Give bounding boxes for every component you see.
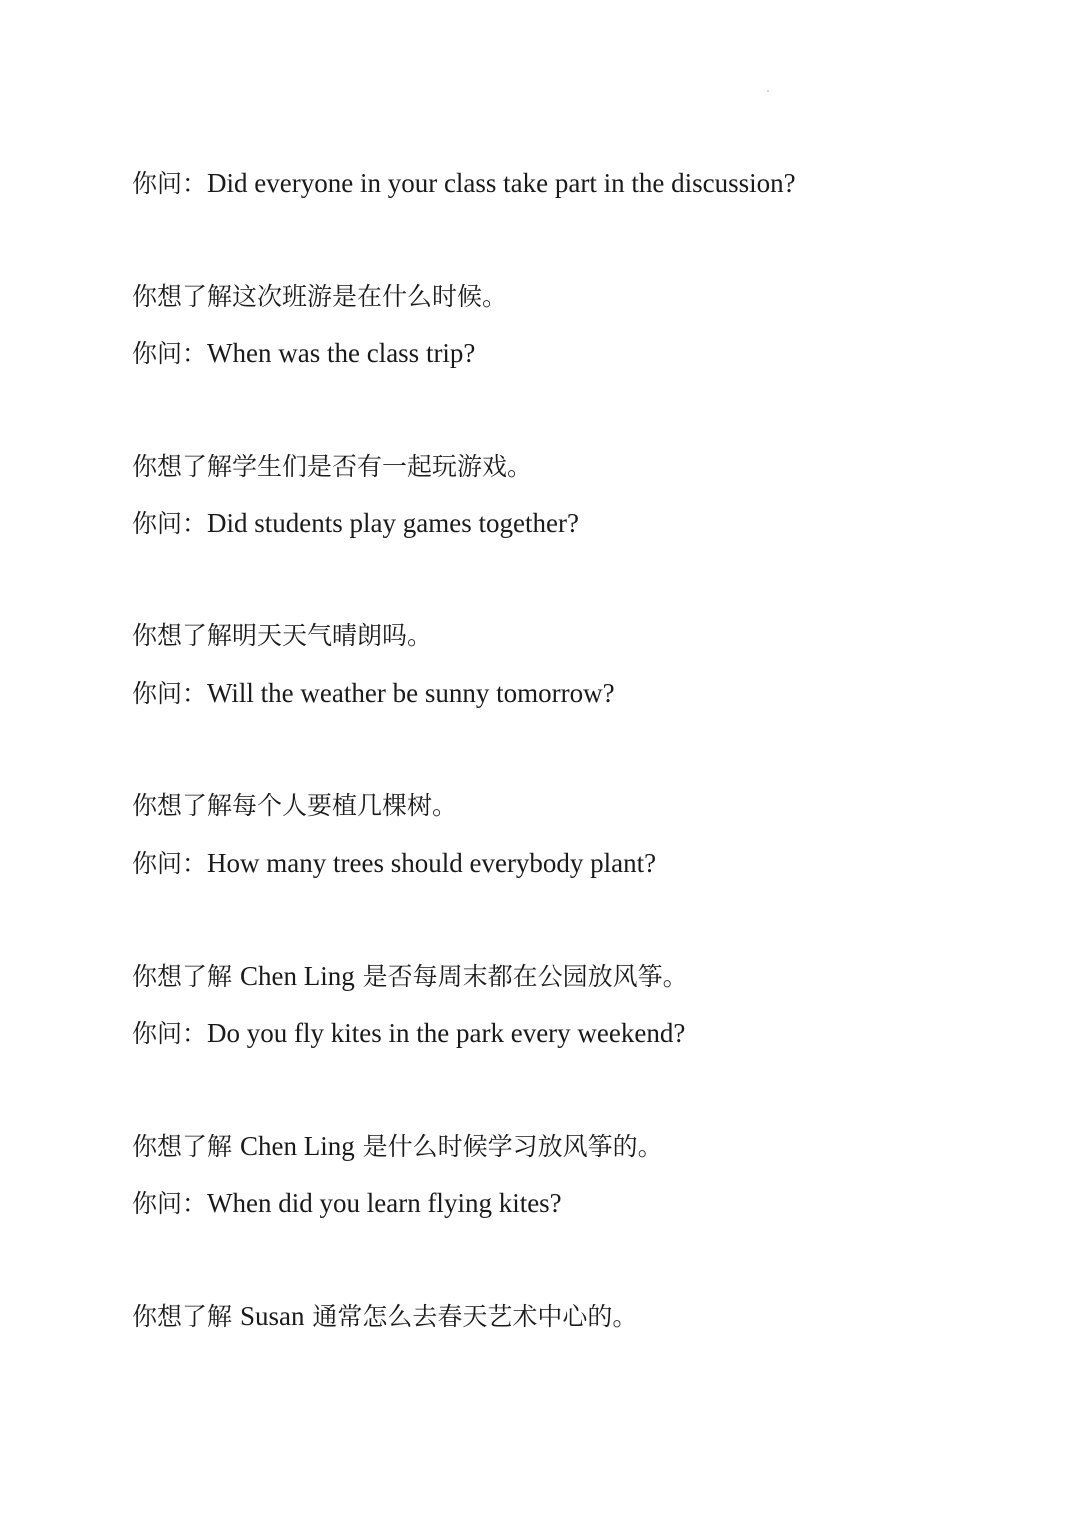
answer-line (132, 1016, 685, 1051)
answer-line (132, 506, 579, 541)
answer-text: When was the class trip? (207, 338, 476, 368)
answer-text: How many trees should everybody plant? (207, 848, 657, 878)
answer-text: Will the weather be sunny tomorrow? (207, 678, 615, 708)
answer-prefix: 你问： (132, 679, 208, 708)
prompt-line (132, 959, 688, 994)
prompt-suffix: 是否每周末都在公园放风筝。 (354, 962, 688, 991)
prompt-line (132, 1129, 663, 1164)
answer-line (132, 676, 615, 711)
answer-text: When did you learn flying kites? (207, 1188, 562, 1218)
prompt-text: 你想了解这次班游是在什么时候。 (132, 282, 508, 311)
answer-prefix: 你问： (132, 1019, 208, 1048)
prompt-line (132, 280, 507, 314)
prompt-text: 你想了解每个人要植几棵树。 (132, 791, 458, 820)
prompt-suffix: 通常怎么去春天艺术中心的。 (304, 1302, 638, 1331)
answer-prefix: 你问： (132, 509, 208, 538)
answer-line (132, 1186, 562, 1221)
answer-text: Do you fly kites in the park every weekend? (207, 1018, 686, 1048)
prompt-name: Chen Ling (239, 961, 355, 991)
prompt-name: Chen Ling (239, 1131, 355, 1161)
scan-speck (767, 90, 769, 92)
prompt-text: 你想了解学生们是否有一起玩游戏。 (132, 452, 533, 481)
prompt-line (132, 619, 432, 653)
prompt-line (132, 1299, 637, 1334)
answer-line (132, 846, 656, 881)
prompt-prefix: 你想了解 (132, 962, 240, 991)
prompt-prefix: 你想了解 (132, 1132, 240, 1161)
answer-line (132, 336, 475, 371)
answer-prefix: 你问： (132, 339, 208, 368)
answer-prefix: 你问： (132, 849, 208, 878)
prompt-line (132, 450, 532, 484)
answer-text: Did everyone in your class take part in the discussion? (207, 168, 796, 198)
prompt-prefix: 你想了解 (132, 1302, 240, 1331)
prompt-text: 你想了解明天天气晴朗吗。 (132, 621, 433, 650)
answer-text: Did students play games together? (207, 508, 579, 538)
answer-prefix: 你问： (132, 169, 208, 198)
answer-prefix: 你问： (132, 1189, 208, 1218)
prompt-line (132, 789, 457, 823)
prompt-name: Susan (239, 1301, 305, 1331)
answer-line (132, 166, 796, 201)
prompt-suffix: 是什么时候学习放风筝的。 (354, 1132, 663, 1161)
